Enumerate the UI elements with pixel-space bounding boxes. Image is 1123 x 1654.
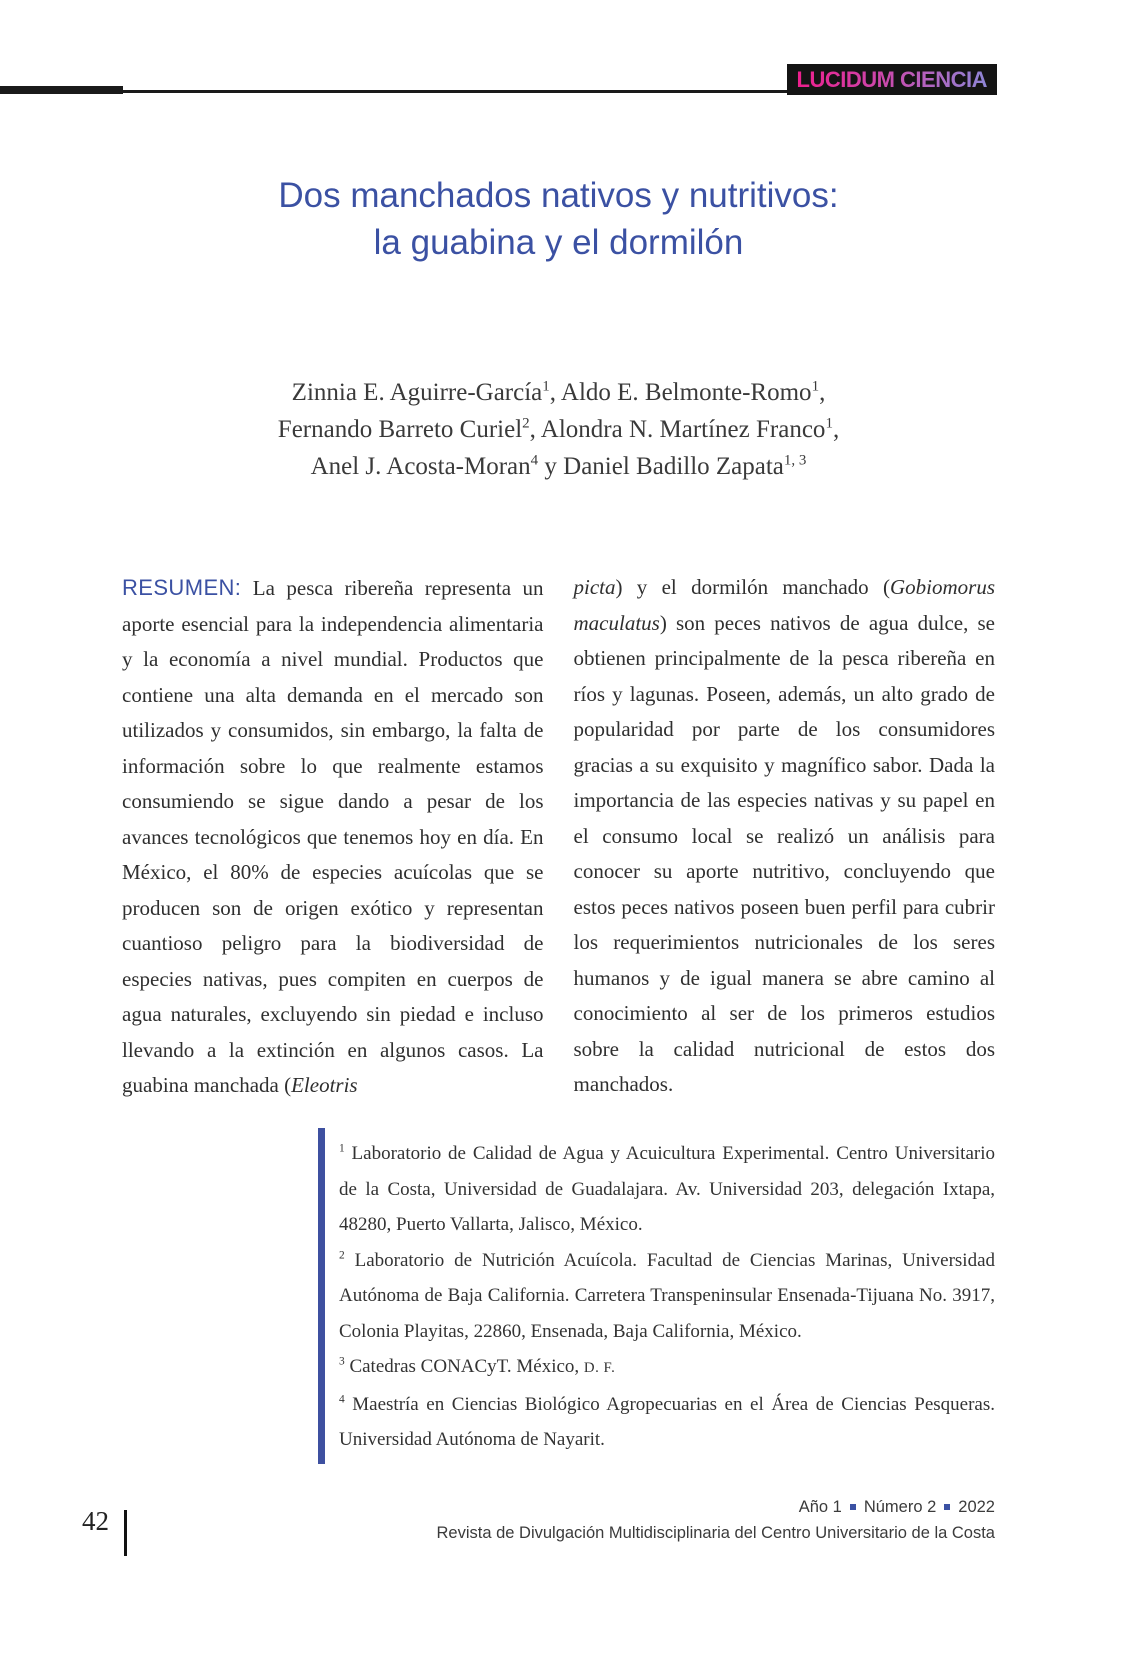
abstract-column-left [122, 570, 544, 1104]
footer-edition-year: Año 1 [798, 1498, 842, 1516]
footer-edition-date: 2022 [958, 1498, 995, 1516]
footer-journal-name: Revista de Divulgación Multidisciplinaria del Centro Universitario de la Costa [436, 1524, 995, 1542]
article-title-line-2: la guabina y el dormilón [373, 223, 744, 262]
footnote-2: $^2$ Laboratorio de Nutrición Acuícola. Facultad de Ciencias Marinas, Universidad Autónoma de Baja California. Carretera Transpeninsular Ensenada-Tijuana No. 3917, Colonia Playitas, 22860, Ensenada, Baja California, México. [339, 1249, 995, 1342]
abstract-text-left: La pesca ribereña representa un aporte esencial para la independencia alimentaria y la economía a nivel mundial. Productos que contiene una alta demanda en el mercado son utilizados y consumidos, sin embargo, la falta de información sobre lo que realmente estamos consumiendo se sigue dando a pesar de los avances tecnológicos que tenemos hoy en día. En México, el 80% de especies acuícolas que se producen son de origen exótico y representan cuantioso peligro para la biodiversidad de especies nativas, pues compiten en cuerpos de agua naturales, excluyendo sin piedad e incluso llevando a la extinción en algunos casos. La guabina manchada (Eleotris [122, 576, 544, 1097]
square-bullet-icon [850, 1504, 856, 1510]
abstract-two-columns [122, 570, 995, 1104]
square-bullet-icon [944, 1504, 950, 1510]
authors-block [122, 374, 995, 485]
article-title-line-1: Dos manchados nativos y nutritivos: [278, 176, 839, 215]
footnote-4: $^4$ Maestría en Ciencias Biológico Agropecuarias en el Área de Ciencias Pesqueras. Universidad Autónoma de Nayarit. [339, 1393, 995, 1450]
abstract-text-right: picta) y el dormilón manchado (Gobiomorus maculatus) son peces nativos de agua dulce, se obtienen principalmente de la pesca ribereña en ríos y lagunas. Poseen, además, un alto grado de popularidad por parte de los consumidores gracias a su exquisito y magnífico sabor. Dada la importancia de las especies nativas y su papel en el consumo local se realizó un análisis para conocer su aporte nutritivo, concluyendo que estos peces nativos poseen buen perfil para cubrir los requerimientos nutricionales de los seres humanos y de igual manera se abre camino al conocimiento al ser de los primeros estudios sobre la calidad nutricional de estos dos manchados. [573, 575, 995, 1096]
author-line-3: Anel J. Acosta-Moran$^4$ y Daniel Badillo Zapata$^{1, 3}$ [310, 452, 807, 480]
footer-journal-info [436, 1494, 995, 1546]
author-line-1: Zinnia E. Aguirre-García$^1$, Aldo E. Belmonte-Romo$^1$, [291, 378, 826, 406]
footer-edition-number: Número 2 [863, 1498, 937, 1516]
article-title [122, 172, 995, 266]
journal-brand-name: LUCIDUM CIENCIA [796, 66, 987, 92]
footnote-3: $^3$ Catedras CONACyT. México, D. F. [339, 1355, 616, 1377]
affiliation-footnotes [318, 1128, 995, 1464]
abstract-label: RESUMEN: [122, 575, 242, 600]
footnote-1: $^1$ Laboratorio de Calidad de Agua y Acuicultura Experimental. Centro Universitario de la Costa, Universidad de Guadalajara. Av. Universidad 203, delegación Ixtapa, 48280, Puerto Vallarta, Jalisco, México. [339, 1142, 995, 1235]
abstract-column-right [574, 570, 996, 1104]
journal-brand-badge [787, 64, 998, 95]
page-number-divider [124, 1510, 127, 1556]
footer-edition-line [436, 1494, 995, 1520]
top-left-thick-rule [0, 86, 123, 94]
page-number: 42 [82, 1506, 109, 1536]
author-line-2: Fernando Barreto Curiel$^2$, Alondra N. Martínez Franco$^1$, [277, 415, 840, 443]
